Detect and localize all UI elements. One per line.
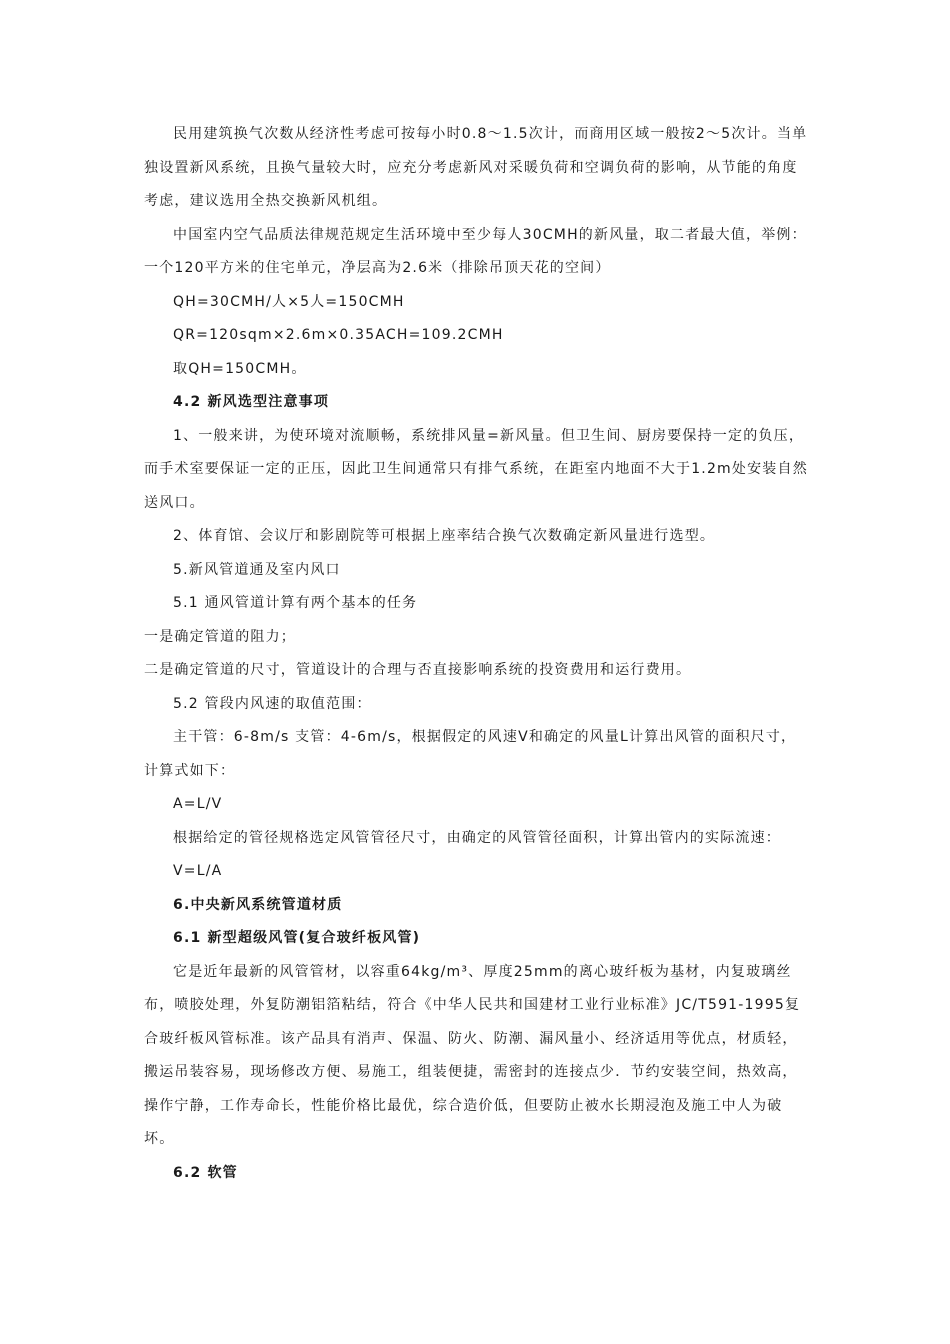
section-heading-4-2: 4.2 新风选型注意事项 bbox=[173, 394, 330, 410]
section-heading-6: 6.中央新风系统管道材质 bbox=[173, 896, 343, 913]
formula-result: 取QH=150CMH。 bbox=[173, 360, 307, 377]
formula-qr: QR=120sqm×2.6m×0.35ACH=109.2CMH bbox=[173, 327, 504, 343]
paragraph-fresh-air-regulation: 中国室内空气品质法律规范规定生活环境中至少每人30CMH的新风量，取二者最大值，举例：一个120平方米的住宅单元，净层高为2.6米（排除吊顶天花的空间） bbox=[144, 226, 807, 276]
section-heading-6-1: 6.1 新型超级风管(复合玻纤板风管) bbox=[173, 930, 421, 946]
formula-area: A=L/V bbox=[173, 796, 223, 812]
paragraph-actual-velocity: 根据给定的管径规格选定风管管径尺寸，由确定的风管管径面积，计算出管内的实际流速： bbox=[173, 829, 781, 846]
paragraph-task-two: 二是确定管道的尺寸，管道设计的合理与否直接影响系统的投资费用和运行费用。 bbox=[144, 662, 692, 678]
section-heading-5: 5.新风管道通及室内风口 bbox=[173, 561, 341, 578]
paragraph-fiberglass-duct: 它是近年最新的风管管材，以容重64kg/m³、厚度25mm的离心玻纤板为基材，内复玻璃丝布，喷胶处理，外复防潮铝箔粘结，符合《中华人民共和国建材工业行业标准》JC/T591-1995复合玻纤板风管标准。该产品具有消声、保温、防火、防潮、漏风量小、经济适用等优点，材质轻，搬运吊装容易，现场修改方便、易施工，组装便捷，需密封的连接点少．节约安装空间，热效高，操作宁静，工作寿命长，性能价格比最优，综合造价低，但要防止被水长期浸泡及施工中人为破坏。 bbox=[144, 963, 801, 1147]
paragraph-task-one: 一是确定管道的阻力； bbox=[144, 628, 296, 645]
section-heading-5-1: 5.1 通风管道计算有两个基本的任务 bbox=[173, 595, 418, 611]
paragraph-air-velocity: 主干管：6-8m/s 支管：4-6m/s，根据假定的风速V和确定的风量L计算出风管的面积尺寸，计算式如下： bbox=[144, 729, 797, 779]
formula-velocity: V=L/A bbox=[173, 863, 223, 879]
paragraph-venue-selection: 2、体育馆、会议厅和影剧院等可根据上座率结合换气次数确定新风量进行选型。 bbox=[173, 528, 716, 544]
section-heading-6-2: 6.2 软管 bbox=[173, 1164, 238, 1181]
formula-qh: QH=30CMH/人×5人=150CMH bbox=[173, 293, 405, 310]
paragraph-exhaust-balance: 1、一般来讲，为使环境对流顺畅，系统排风量=新风量。但卫生间、厨房要保持一定的负压，而手术室要保证一定的正压，因此卫生间通常只有排气系统，在距室内地面不大于1.2m处安装自然送风口。 bbox=[144, 427, 808, 511]
paragraph-air-change-rate: 民用建筑换气次数从经济性考虑可按每小时0.8～1.5次计，而商用区域一般按2～5次计。当单独设置新风系统，且换气量较大时，应充分考虑新风对采暖负荷和空调负荷的影响，从节能的角度考虑，建议选用全热交换新风机组。 bbox=[144, 126, 808, 209]
section-heading-5-2: 5.2 管段内风速的取值范围： bbox=[173, 695, 372, 712]
